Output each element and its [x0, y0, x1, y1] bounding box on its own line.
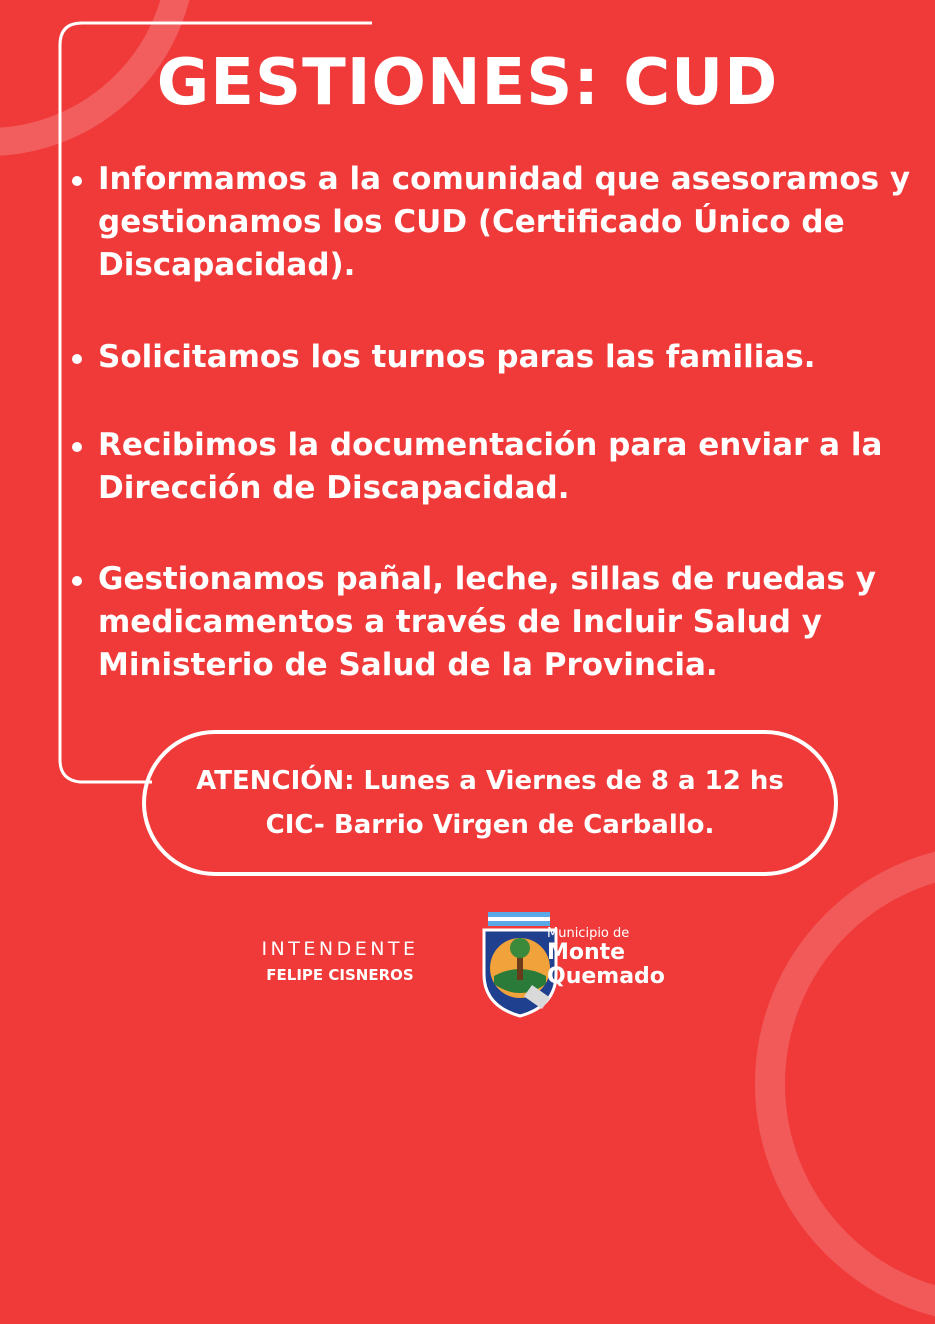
list-item — [72, 424, 912, 510]
list-item — [72, 158, 912, 287]
intendente-name: FELIPE CISNEROS — [266, 966, 414, 984]
attention-location: CIC- Barrio Virgen de Carballo. — [265, 810, 715, 840]
list-item — [72, 558, 912, 687]
municipio-name-line1: Monte — [547, 940, 626, 965]
municipio-label: Municipio de — [547, 926, 630, 941]
municipality-name — [547, 926, 665, 989]
list-item — [72, 336, 816, 379]
list-item-text: Solicitamos los turnos paras las familias. — [98, 339, 816, 375]
mayor-credit — [245, 938, 435, 984]
bullet-dot-icon — [72, 442, 82, 452]
attention-hours-box — [142, 730, 838, 876]
list-item-text: Gestionamos pañal, leche, sillas de ruedas y medicamentos a través de Incluir Salud y Ministerio de Salud de la Provincia. — [98, 561, 876, 683]
page-title: GESTIONES: CUD — [156, 46, 779, 120]
municipio-name-line2: Quemado — [547, 964, 665, 989]
bullet-dot-icon — [72, 354, 82, 364]
list-item-text: Informamos a la comunidad que asesoramos y gestionamos los CUD (Certificado Único de Discapacidad). — [98, 161, 911, 283]
attention-hours: ATENCIÓN: Lunes a Viernes de 8 a 12 hs — [196, 766, 784, 796]
intendente-title: INTENDENTE — [261, 938, 419, 960]
bullet-dot-icon — [72, 576, 82, 586]
bullet-dot-icon — [72, 176, 82, 186]
list-item-text: Recibimos la documentación para enviar a la Dirección de Discapacidad. — [98, 427, 883, 506]
